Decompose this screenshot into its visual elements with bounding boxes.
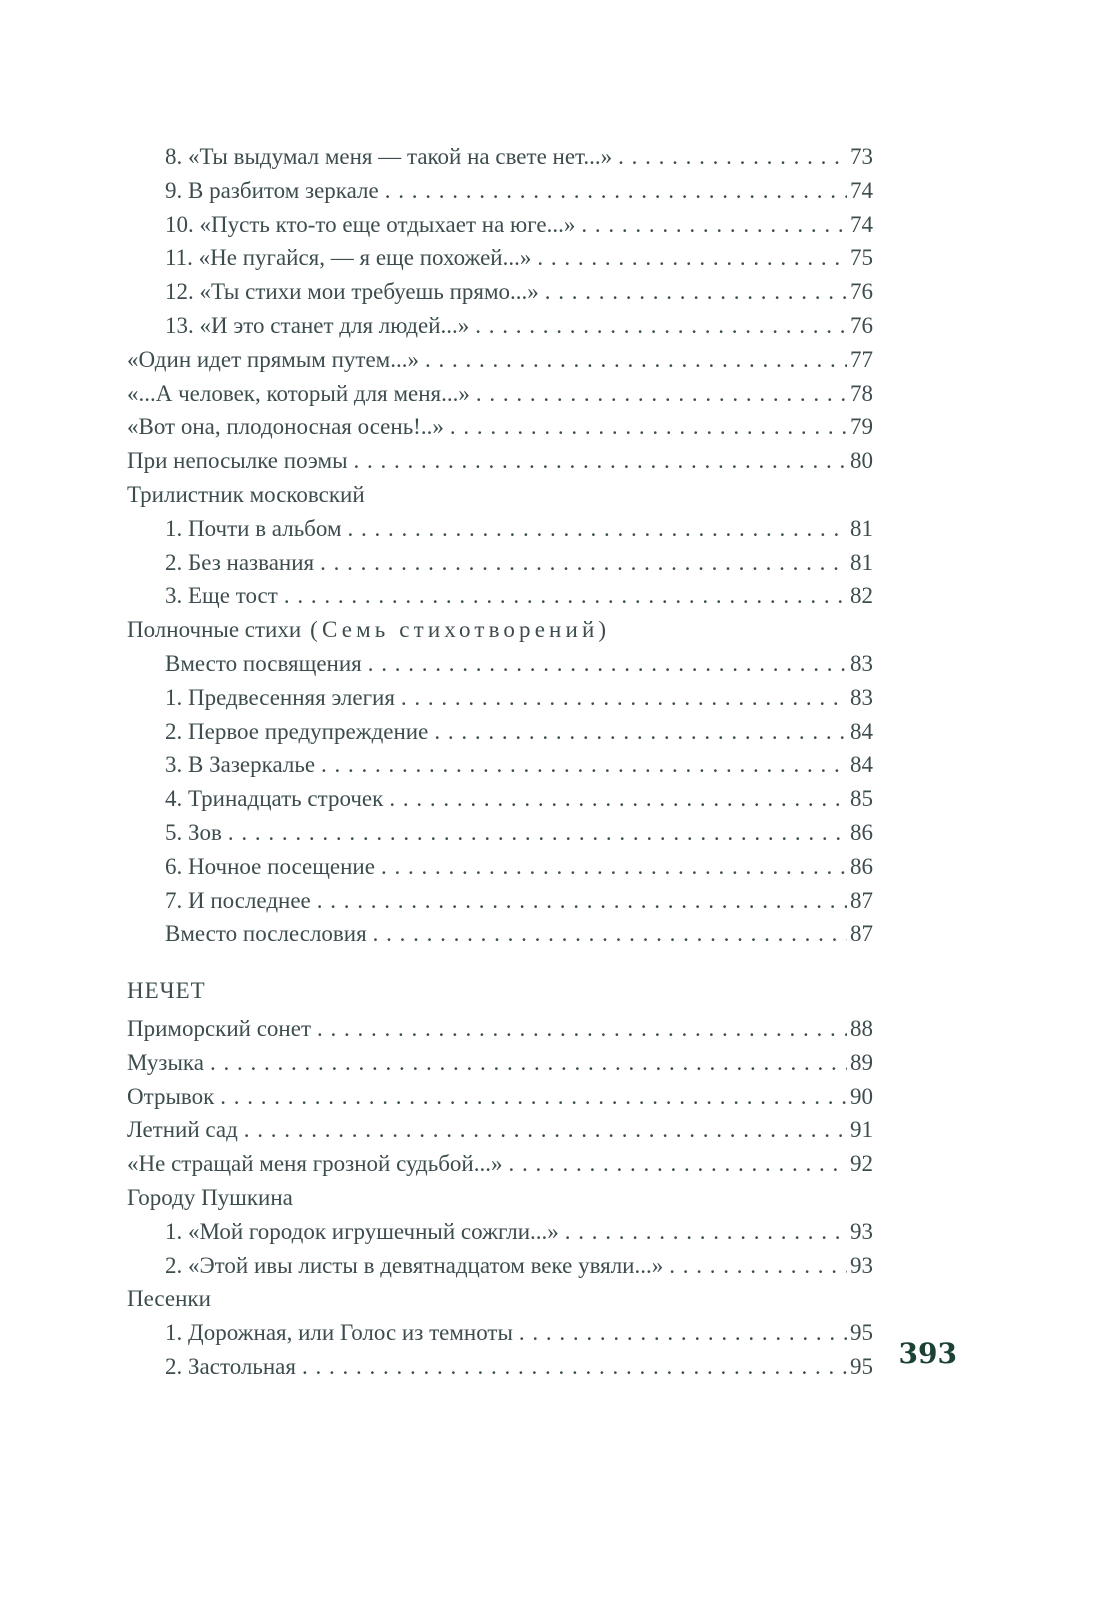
toc-entry [127, 782, 873, 816]
toc-entry [127, 343, 873, 377]
entry-title: Летний сад [127, 1117, 238, 1143]
entry-page-number: 76 [850, 312, 873, 338]
dot-leader [244, 1113, 847, 1147]
toc-group-heading [127, 478, 873, 512]
entry-page-number: 84 [850, 752, 873, 778]
toc-entry [127, 681, 873, 715]
entry-title: 12. «Ты стихи мои требуешь прямо...» [165, 279, 539, 305]
dot-leader [284, 579, 847, 613]
dot-leader [210, 1046, 847, 1080]
entry-title: Вместо послесловия [165, 921, 367, 947]
toc-entry [127, 647, 873, 681]
dot-leader [545, 275, 847, 309]
toc-entry [127, 1350, 873, 1384]
entry-page-number: 92 [850, 1151, 873, 1177]
toc-entry [127, 208, 873, 242]
entry-title: 2. Без названия [165, 549, 315, 575]
dot-leader [348, 512, 848, 546]
toc-entry [127, 546, 873, 580]
toc-entry [127, 275, 873, 309]
dot-leader [401, 681, 847, 715]
entry-page-number: 93 [850, 1218, 873, 1244]
toc-entry [127, 917, 873, 951]
toc-entry [127, 241, 873, 275]
dot-leader [581, 208, 847, 242]
entry-page-number: 76 [850, 279, 873, 305]
toc-group-heading [127, 1181, 873, 1215]
entry-page-number: 95 [850, 1320, 873, 1346]
entry-title: 4. Тринадцать строчек [165, 786, 384, 812]
entry-page-number: 83 [850, 650, 873, 676]
entry-title: 9. В разбитом зеркале [165, 177, 379, 203]
dot-leader [381, 850, 847, 884]
entry-page-number: 95 [850, 1353, 873, 1379]
dot-leader [373, 917, 847, 951]
entry-title: 7. И последнее [165, 887, 311, 913]
entry-page-number: 87 [850, 887, 873, 913]
dot-leader [317, 884, 847, 918]
toc-entry [127, 1249, 873, 1283]
toc-entry [127, 884, 873, 918]
entry-page-number: 90 [850, 1083, 873, 1109]
entry-title: 10. «Пусть кто-то еще отдыхает на юге...» [165, 211, 576, 237]
entry-page-number: 85 [850, 786, 873, 812]
toc-entry [127, 410, 873, 444]
toc-entry [127, 1147, 873, 1181]
toc-group-heading [127, 613, 873, 647]
entry-title: 2. «Этой ивы листы в девятнадцатом веке увяли...» [165, 1252, 664, 1278]
dot-leader [434, 715, 847, 749]
dot-leader [321, 748, 847, 782]
dot-leader [476, 377, 847, 411]
entry-title: Музыка [127, 1049, 204, 1075]
entry-page-number: 77 [850, 346, 873, 372]
dot-leader [519, 1316, 847, 1350]
toc-entry [127, 1012, 873, 1046]
dot-leader [385, 174, 847, 208]
toc-list [127, 140, 873, 1384]
toc-entry [127, 444, 873, 478]
toc-entry [127, 748, 873, 782]
dot-leader [669, 1249, 847, 1283]
toc-entry [127, 1215, 873, 1249]
dot-leader [220, 1080, 847, 1114]
entry-page-number: 80 [850, 448, 873, 474]
toc-group-heading [127, 1282, 873, 1316]
entry-title: 1. Дорожная, или Голос из темноты [165, 1320, 513, 1346]
toc-entry [127, 174, 873, 208]
entry-page-number: 83 [850, 684, 873, 710]
entry-title: 1. Почти в альбом [165, 515, 342, 541]
toc-entry [127, 1316, 873, 1350]
entry-title: 3. Еще тост [165, 583, 278, 609]
entry-title: Песенки [127, 1286, 211, 1312]
entry-page-number: 86 [850, 819, 873, 845]
entry-page-number: 79 [850, 414, 873, 440]
entry-page-number: 84 [850, 718, 873, 744]
entry-title: 1. Предвесенняя элегия [165, 684, 395, 710]
toc-entry [127, 512, 873, 546]
dot-leader [618, 140, 847, 174]
entry-title: 6. Ночное посещение [165, 853, 375, 879]
entry-title: «Не стращай меня грозной судьбой...» [127, 1151, 503, 1177]
entry-page-number: 88 [850, 1015, 873, 1041]
dot-leader [228, 816, 847, 850]
entry-page-number: 89 [850, 1049, 873, 1075]
entry-page-number: 91 [850, 1117, 873, 1143]
toc-entry [127, 1046, 873, 1080]
dot-leader [317, 1012, 847, 1046]
entry-title: «Один идет прямым путем...» [127, 346, 419, 372]
entry-title: НЕЧЕТ [127, 978, 206, 1004]
entry-title: 5. Зов [165, 819, 222, 845]
entry-title: 11. «Не пугайся, — я еще похожей...» [165, 245, 532, 271]
entry-page-number: 82 [850, 583, 873, 609]
entry-title: Полночные стихи [127, 617, 302, 643]
entry-title: 8. «Ты выдумал меня — такой на свете нет...» [165, 144, 613, 169]
entry-page-number: 75 [850, 245, 873, 271]
toc-entry [127, 1113, 873, 1147]
toc-entry [127, 715, 873, 749]
entry-page-number: 73 [850, 144, 873, 169]
entry-page-number: 74 [850, 177, 873, 203]
entry-page-number: 81 [850, 549, 873, 575]
toc-entry [127, 850, 873, 884]
toc-entry [127, 816, 873, 850]
dot-leader [509, 1147, 848, 1181]
entry-title: «Вот она, плодоносная осень!..» [127, 414, 444, 440]
toc-entry [127, 1080, 873, 1114]
entry-title: При непосылке поэмы [127, 448, 348, 474]
entry-page-number: 78 [850, 380, 873, 406]
page-folio: 393 [898, 1337, 957, 1370]
entry-page-number: 93 [850, 1252, 873, 1278]
dot-leader [368, 647, 847, 681]
entry-page-number: 74 [850, 211, 873, 237]
toc-entry [127, 579, 873, 613]
dot-leader [475, 309, 847, 343]
entry-title: 2. Застольная [165, 1353, 296, 1379]
dot-leader [450, 410, 847, 444]
dot-leader [354, 444, 847, 478]
entry-title: Вместо посвящения [165, 650, 362, 676]
dot-leader [302, 1350, 847, 1384]
entry-title: Трилистник московский [127, 481, 365, 507]
toc-section-heading [127, 974, 873, 1008]
entry-page-number: 86 [850, 853, 873, 879]
dot-leader [389, 782, 847, 816]
toc-entry [127, 140, 873, 174]
entry-title: 1. «Мой городок игрушечный сожгли...» [165, 1218, 559, 1244]
entry-page-number: 87 [850, 921, 873, 947]
entry-title: 13. «И это станет для людей...» [165, 312, 470, 338]
dot-leader [320, 546, 847, 580]
entry-title: «...А человек, который для меня...» [127, 380, 470, 406]
entry-title: Приморский сонет [127, 1015, 311, 1041]
entry-title: Отрывок [127, 1083, 215, 1109]
dot-leader [537, 241, 847, 275]
entry-title: 3. В Зазеркалье [165, 752, 316, 778]
entry-title: 2. Первое предупреждение [165, 718, 429, 744]
dot-leader [425, 343, 847, 377]
dot-leader [565, 1215, 847, 1249]
entry-title: Городу Пушкина [127, 1184, 293, 1210]
entry-page-number: 81 [850, 515, 873, 541]
toc-entry [127, 309, 873, 343]
toc-entry [127, 377, 873, 411]
entry-title-suffix: (Семь стихотворений) [310, 617, 611, 643]
